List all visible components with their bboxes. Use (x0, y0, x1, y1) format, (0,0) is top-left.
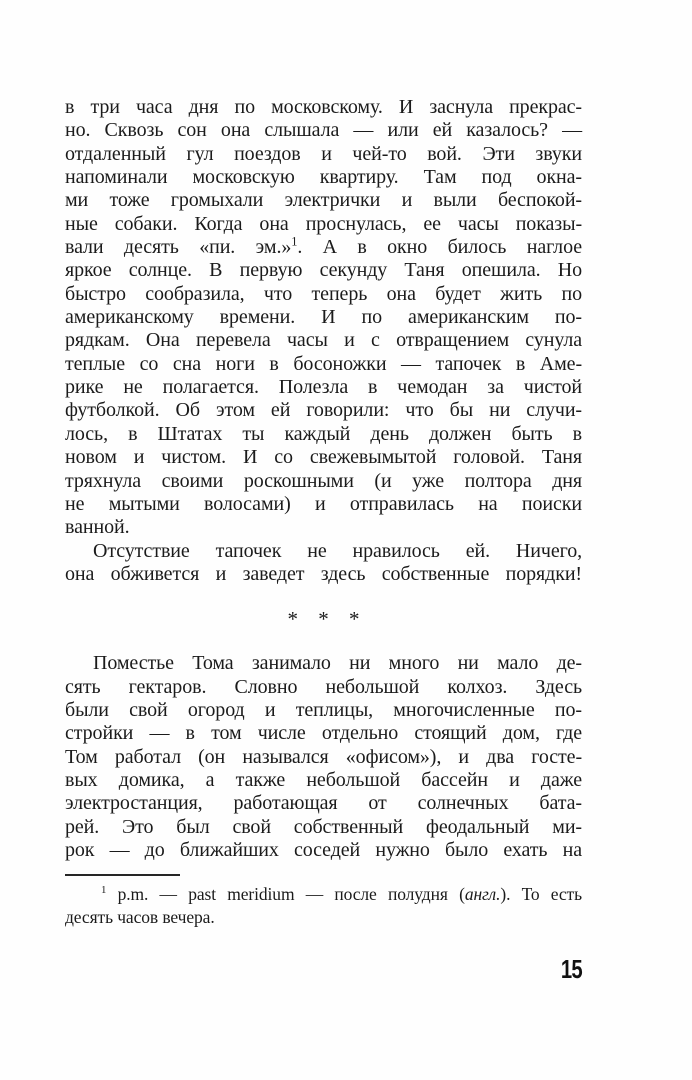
text-line: американскому времени. И по американским по- (65, 306, 582, 329)
footnote (65, 883, 582, 929)
text-line: лось, в Штатах ты каждый день должен быть в (65, 422, 582, 445)
text-line: ные собаки. Когда она проснулась, ее часы показы- (65, 212, 582, 235)
text-line: в три часа дня по московскому. И заснула прекрас- (65, 96, 582, 118)
text-line: были свой огород и теплицы, многочисленные по- (65, 698, 582, 721)
text-line: вых домика, а также небольшой бассейн и даже (65, 768, 582, 791)
text-line: она обживется и заведет здесь собственные порядки! (65, 562, 582, 585)
text-line: рок — до ближайших соседей нужно было ехать на (65, 838, 582, 861)
paragraph-1 (65, 96, 582, 540)
footnote-rule (65, 874, 180, 876)
text-line: ванной. (65, 516, 130, 539)
text-line: стройки — в том числе отдельно стоящий дом, где (65, 722, 582, 745)
text-line: теплые со сна ноги в босоножки — тапочек в Аме- (65, 352, 582, 375)
section-separator: * * * (287, 607, 360, 632)
text-line: не мытыми волосами) и отправилась на поиски (65, 492, 582, 515)
text-block (65, 96, 582, 929)
text-line: яркое солнце. В первую секунду Таня опешила. Но (65, 259, 582, 282)
text-line: футболкой. Об этом ей говорили: что бы ни случи- (65, 399, 582, 422)
text-line: Поместье Тома занимало ни много ни мало де- (93, 652, 582, 675)
text-line: новом и чистом. И со свежевымытой головой. Таня (65, 446, 582, 469)
text-line: вали десять «пи. эм.»$^1$. А в окно билось наглое (65, 234, 582, 259)
text-line: электростанция, работающая от солнечных бата- (65, 792, 582, 815)
text-line: напоминали московскую квартиру. Там под окна- (65, 166, 582, 189)
paragraph-2 (65, 540, 582, 587)
text-line: рей. Это был свой собственный феодальный ми- (65, 815, 582, 838)
text-line: Том работал (он назывался «офисом»), и два госте- (65, 745, 582, 768)
text-line: $^1$ p.m. — past meridium — после полудня (англ.). То есть (101, 884, 582, 905)
text-line: десять часов вечера. (65, 907, 215, 928)
text-line: сять гектаров. Словно небольшой колхоз. Здесь (65, 675, 582, 698)
text-line: ми тоже громыхали электрички и выли беспокой- (65, 189, 582, 212)
text-line: рике не полагается. Полезла в чемодан за чистой (65, 376, 582, 399)
text-line: быстро сообразила, что теперь она будет жить по (65, 282, 582, 305)
page-number: 15 (561, 954, 582, 984)
text-line: рядкам. Она перевела часы и с отвращением сунула (65, 329, 582, 352)
text-line: отдаленный гул поездов и чей-то вой. Эти звуки (65, 142, 582, 165)
text-line: но. Сквозь сон она слышала — или ей казалось? — (65, 119, 582, 142)
text-line: Отсутствие тапочек не нравилось ей. Ничего, (93, 539, 582, 562)
paragraph-3 (65, 652, 582, 862)
text-line: тряхнула своими роскошными (и уже полтора дня (65, 469, 582, 492)
